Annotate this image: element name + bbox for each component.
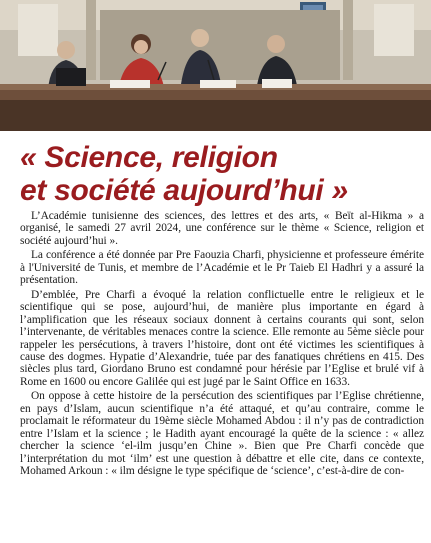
headline-line-1: « Science, religion — [20, 141, 278, 174]
conference-photo — [0, 0, 431, 131]
article-paragraph-4: On oppose à cette histoire de la persécution des scientifiques par l’Eglise chrétienne, en pays d’Islam, aucun scientifique n’a été attaqué, et qu’au contraire, comme le proclamait le réformateur du 19ème siècle Mohamed Abdou : il n’y pas de contradiction entre l’Islam et la science ; le Hadith ayant encouragé la quête de la science : « allez chercher la science ‘el-ilm jusqu’en Chine ». Bien que Pre Charfi concède que l’interprétation du mot ‘ilm’ est une question à débattre et elle cite, dans ce contexte, Mohamed Arkoun : « ilm désigne le type spécifique de ‘science’, c’est-à-dire de con- — [20, 390, 424, 478]
headline-line-2: et société aujourd’hui » — [20, 174, 348, 207]
article-paragraph-3: D’emblée, Pre Charfi a évoqué la relation conflictuelle entre le religieux et le scientifique qui se pose, aujourd’hui, de manière plus importante en égard à l’amplification que les réseaux sociaux donnent à certains courants qui sont, selon l’intervenante, de véritables menaces contre la science. Elle remonte au 5ème siècle pour rappeler les persécutions, à travers l’histoire, dont ont été victimes les scientifiques à cause des dogmes. Hypatie d’Alexandrie, tuée par des fanatiques chrétiens en 415. Des siècles plus tard, Giordano Bruno est condamné pour hérésie par l’Eglise et brulé vif à Rome en 1600 ou encore Galilée qui est jugé par le Saint Office en 1633. — [20, 288, 424, 388]
article-body — [20, 210, 424, 480]
article-paragraph-1: L’Académie tunisienne des sciences, des lettres et des arts, « Beït al-Hikma » a organisé, le samedi 27 avril 2024, une conférence sur le thème « Science, religion et société aujourd’hui ». — [20, 210, 424, 247]
headline — [20, 141, 425, 207]
article-paragraph-2: La conférence a été donnée par Pre Faouzia Charfi, physicienne et professeure émérite à l'Université de Tunis, et membre de l’Académie et le Pr Taieb El Hadhri y a assuré la présentation. — [20, 249, 424, 287]
